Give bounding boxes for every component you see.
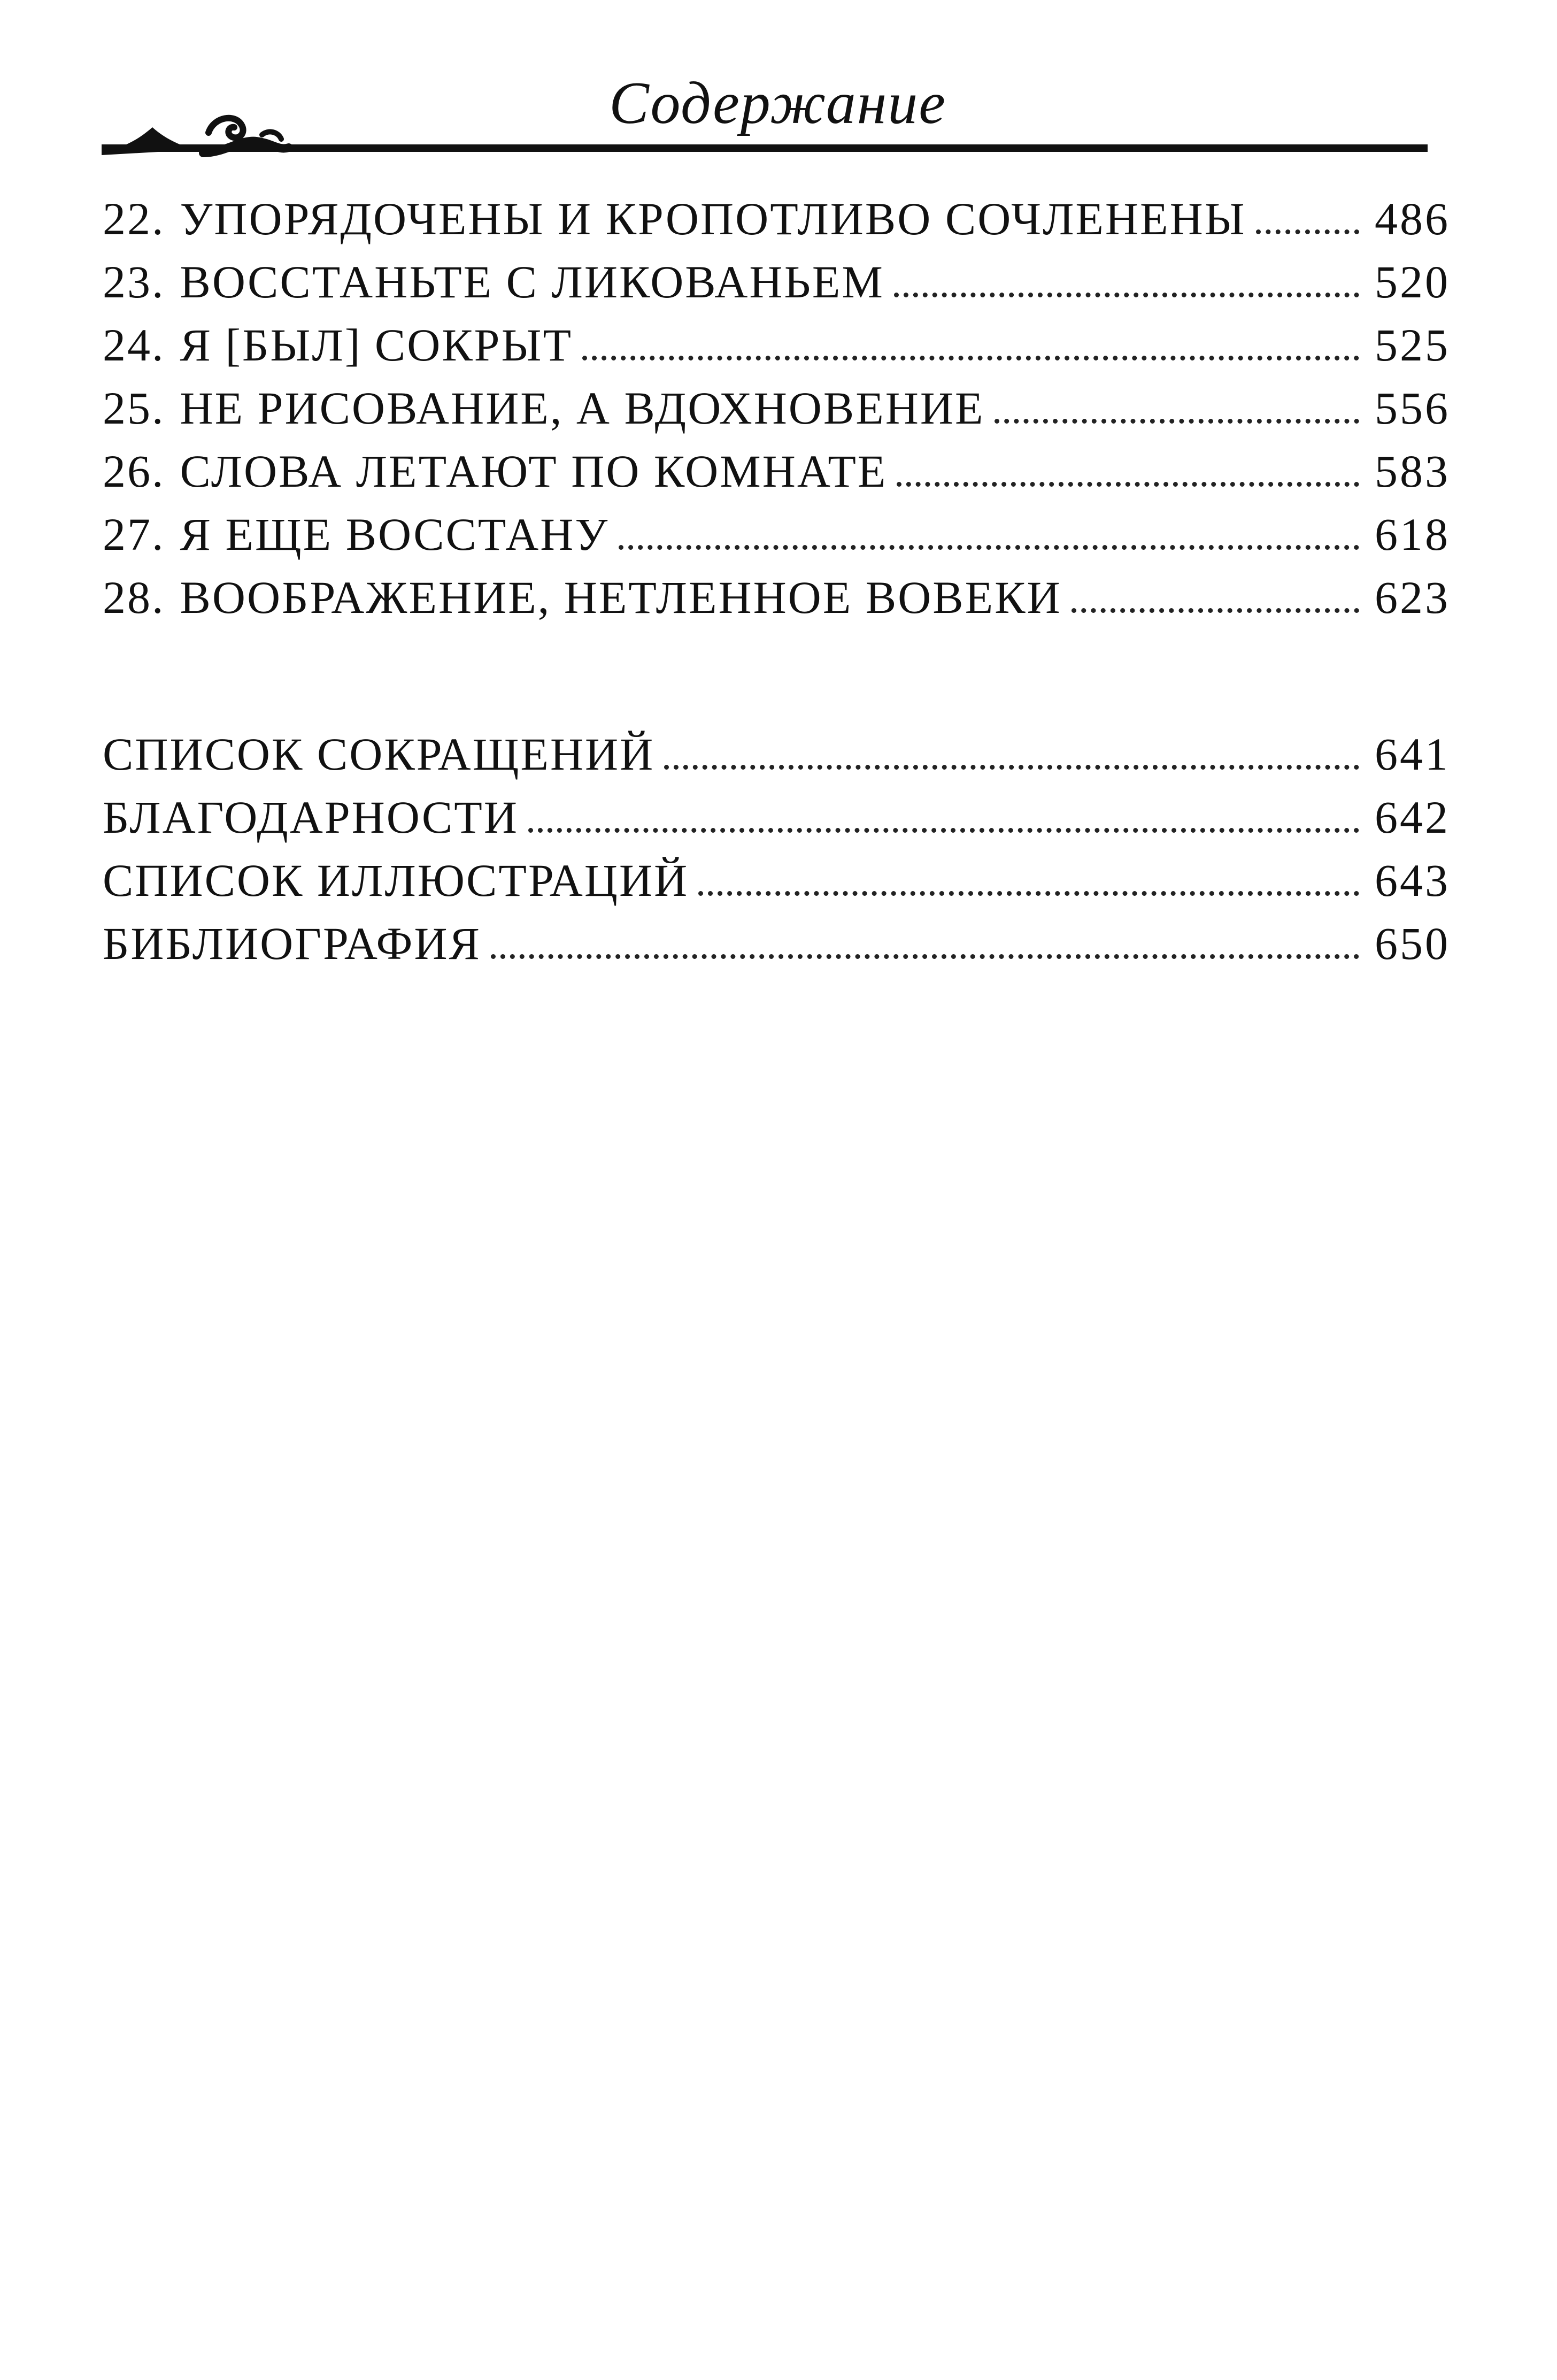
page-number: 520 — [1375, 256, 1450, 308]
running-head — [102, 64, 1428, 155]
page-number: 650 — [1375, 918, 1450, 969]
toc-entry — [103, 377, 1450, 440]
toc-entry — [103, 849, 1450, 912]
chapter-number: 27. — [103, 509, 165, 560]
dot-leader — [491, 954, 1359, 959]
dot-leader — [528, 828, 1359, 833]
chapter-title: Я ЕЩЕ ВОССТАНУ — [180, 509, 610, 560]
toc-entry-label — [103, 566, 1072, 629]
toc-entry — [103, 440, 1450, 503]
chapter-title: СЛОВА ЛЕТАЮТ ПО КОМНАТЕ — [180, 446, 888, 497]
toc-entry — [103, 912, 1450, 975]
toc-entry — [103, 786, 1450, 849]
chapter-title: ВОССТАНЬТЕ С ЛИКОВАНЬЕМ — [180, 256, 884, 308]
chapter-number: 26. — [103, 446, 165, 497]
dot-leader — [664, 765, 1359, 770]
appendix-title: БИБЛИОГРАФИЯ — [103, 918, 481, 969]
page-number: 556 — [1375, 382, 1450, 434]
toc-entry — [103, 723, 1450, 786]
chapter-number: 25. — [103, 382, 165, 434]
chapter-number: 22. — [103, 193, 165, 244]
toc-entry-label — [103, 313, 582, 377]
dot-leader — [1072, 608, 1359, 613]
dot-leader — [1256, 229, 1359, 234]
table-of-contents — [103, 187, 1450, 975]
toc-entry — [103, 313, 1450, 377]
dot-leader — [619, 545, 1359, 550]
toc-entry-label — [103, 250, 894, 313]
page-number: 641 — [1375, 728, 1450, 780]
page-number: 525 — [1375, 319, 1450, 371]
page-number: 583 — [1375, 446, 1450, 497]
appendix-title: СПИСОК СОКРАЩЕНИЙ — [103, 728, 655, 780]
appendix-title: СПИСОК ИЛЛЮСТРАЦИЙ — [103, 855, 689, 906]
chapter-title: Я [БЫЛ] СОКРЫТ — [180, 319, 573, 371]
page-number: 623 — [1375, 572, 1450, 623]
chapter-number: 23. — [103, 256, 165, 308]
chapter-list — [103, 187, 1450, 629]
appendix-title: БЛАГОДАРНОСТИ — [103, 792, 519, 843]
toc-entry-label — [103, 440, 897, 503]
page-number: 618 — [1375, 509, 1450, 560]
dot-leader — [894, 293, 1359, 297]
chapter-title: УПОРЯДОЧЕНЫ И КРОПОТЛИВО СОЧЛЕНЕНЫ — [180, 193, 1246, 244]
page-number: 643 — [1375, 855, 1450, 906]
chapter-title: ВООБРАЖЕНИЕ, НЕТЛЕННОЕ ВОВЕКИ — [180, 572, 1062, 623]
toc-entry-label — [103, 377, 995, 440]
dot-leader — [698, 891, 1359, 896]
running-head-title: Содержание — [609, 70, 946, 136]
dot-leader — [897, 482, 1359, 487]
dot-leader — [582, 356, 1359, 360]
toc-entry — [103, 503, 1450, 566]
chapter-number: 24. — [103, 319, 165, 371]
page-number: 642 — [1375, 792, 1450, 843]
toc-entry-label — [103, 187, 1256, 250]
page-number: 486 — [1375, 193, 1450, 244]
chapter-title: НЕ РИСОВАНИЕ, А ВДОХНОВЕНИЕ — [180, 382, 985, 434]
header-rule — [102, 144, 1428, 152]
dot-leader — [995, 419, 1359, 424]
toc-entry — [103, 250, 1450, 313]
chapter-number: 28. — [103, 572, 165, 623]
toc-entry — [103, 566, 1450, 629]
toc-entry-label — [103, 503, 619, 566]
toc-entry — [103, 187, 1450, 250]
appendix-list — [103, 723, 1450, 975]
